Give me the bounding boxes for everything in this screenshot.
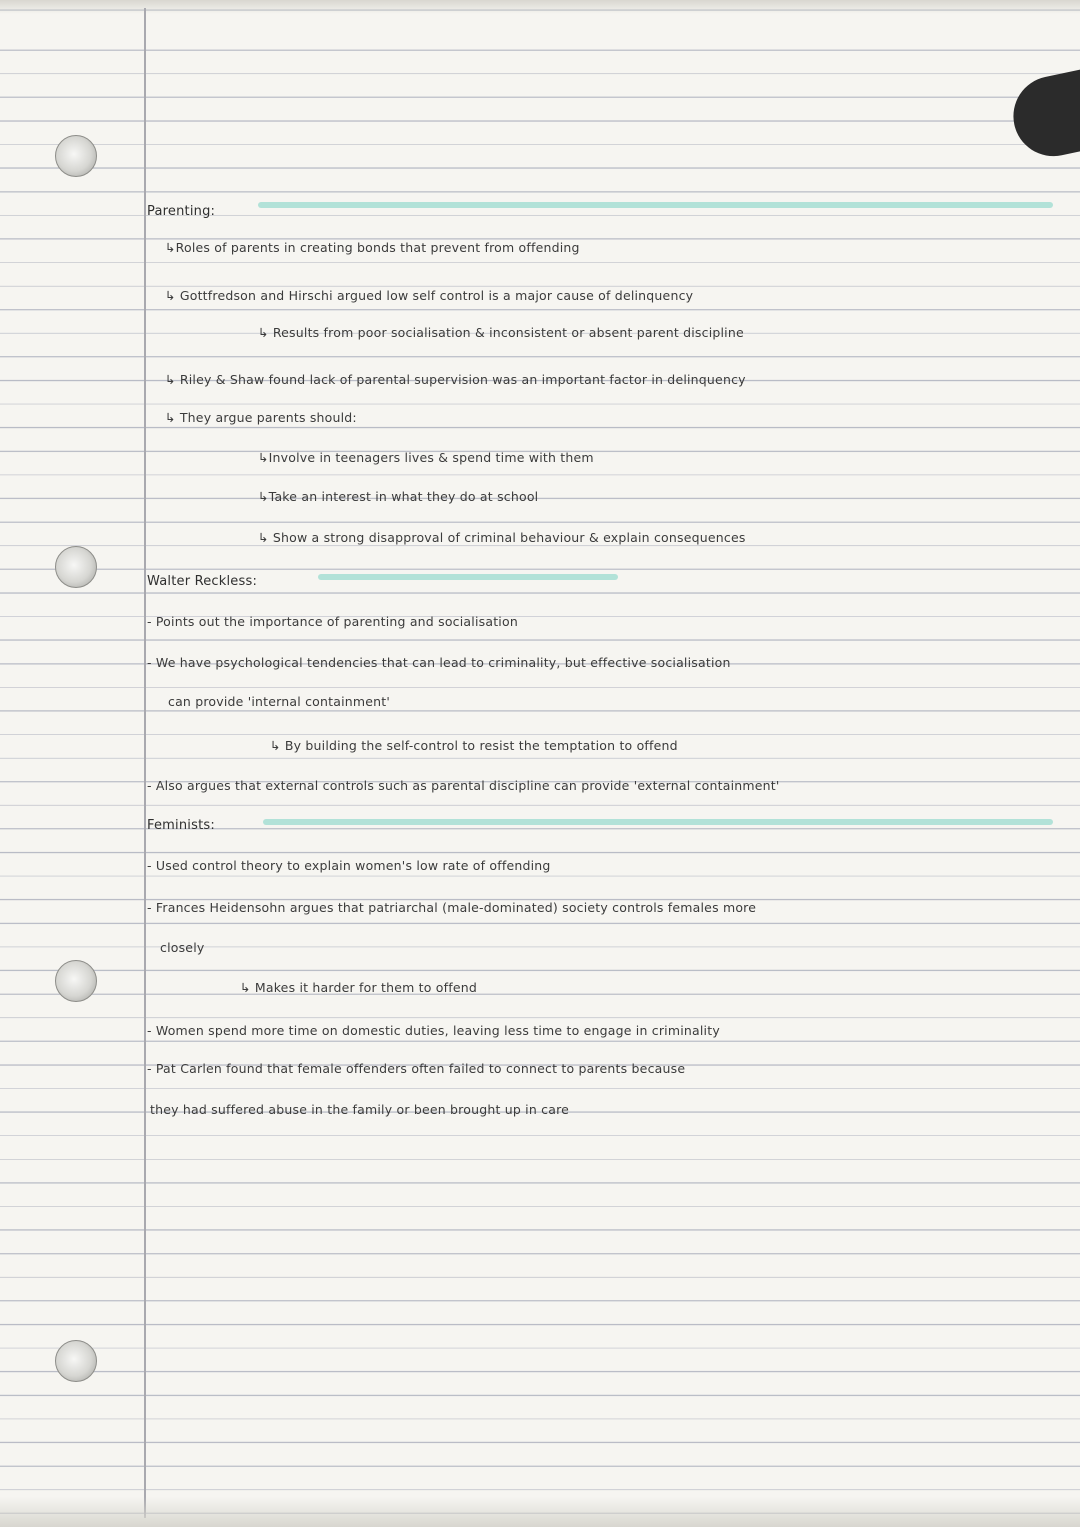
highlight-feminists <box>263 819 1053 825</box>
page-top-edge <box>0 0 1080 14</box>
heading-feminists: Feminists: <box>147 818 215 833</box>
note-line: they had suffered abuse in the family or been brought up in care <box>150 1102 570 1117</box>
punch-hole-3 <box>55 960 97 1002</box>
punch-hole-2 <box>55 546 97 588</box>
note-line: ↳Take an interest in what they do at school <box>258 489 539 504</box>
heading-reckless: Walter Reckless: <box>147 574 258 589</box>
note-line: ↳Involve in teenagers lives & spend time with them <box>258 450 594 465</box>
note-line: can provide 'internal containment' <box>168 694 391 709</box>
punch-hole-1 <box>55 135 97 177</box>
note-line: ↳Roles of parents in creating bonds that prevent from offending <box>165 240 580 255</box>
note-line: - Also argues that external controls such as parental discipline can provide 'external containment' <box>147 778 780 793</box>
note-line: - Points out the importance of parenting and socialisation <box>147 614 518 629</box>
note-line: ↳ Makes it harder for them to offend <box>240 980 477 995</box>
note-line: ↳ By building the self-control to resist the temptation to offend <box>270 738 678 753</box>
note-line: closely <box>160 940 205 955</box>
note-line: ↳ Show a strong disapproval of criminal behaviour & explain consequences <box>258 530 746 545</box>
note-line: ↳ Gottfredson and Hirschi argued low self control is a major cause of delinquency <box>165 288 694 303</box>
highlight-reckless <box>318 574 618 580</box>
note-line: ↳ Riley & Shaw found lack of parental supervision was an important factor in delinquency <box>165 372 746 387</box>
heading-parenting: Parenting: <box>147 204 216 219</box>
note-line: ↳ Results from poor socialisation & inconsistent or absent parent discipline <box>258 325 744 340</box>
highlight-parenting <box>258 202 1053 208</box>
punch-hole-4 <box>55 1340 97 1382</box>
page-bottom-edge <box>0 1497 1080 1527</box>
note-line: - We have psychological tendencies that can lead to criminality, but effective socialisation <box>147 655 731 670</box>
margin-line <box>144 8 146 1518</box>
note-line: ↳ They argue parents should: <box>165 410 357 425</box>
pen-cap <box>1006 60 1080 163</box>
note-line: - Women spend more time on domestic duties, leaving less time to engage in criminality <box>147 1023 720 1038</box>
note-line: - Frances Heidensohn argues that patriarchal (male-dominated) society controls females more <box>147 900 757 915</box>
note-line: - Used control theory to explain women's low rate of offending <box>147 858 551 873</box>
note-line: - Pat Carlen found that female offenders often failed to connect to parents because <box>147 1061 686 1076</box>
